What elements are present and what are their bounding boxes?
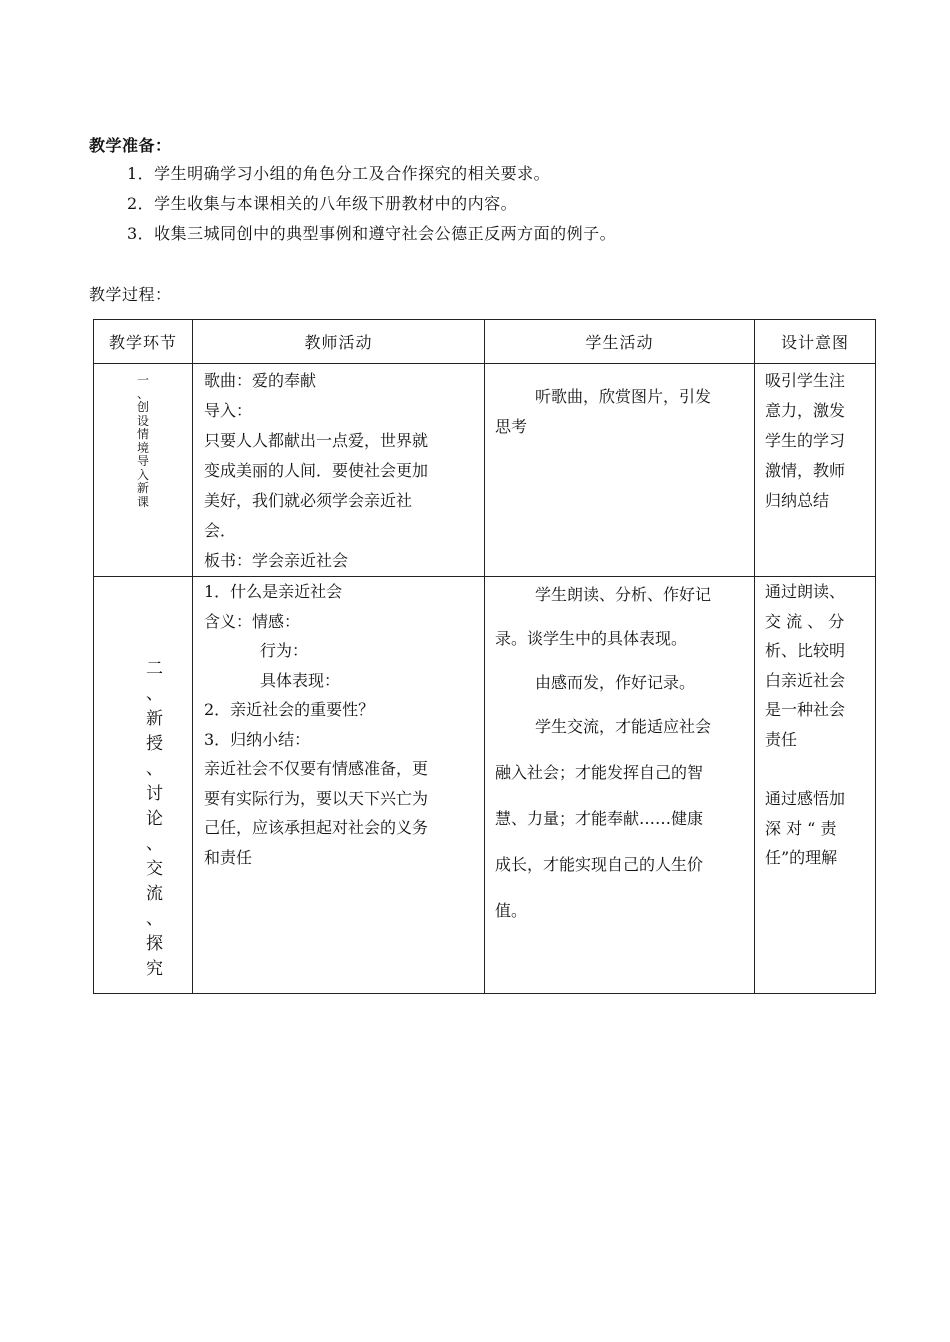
stage-char: 新 — [136, 481, 149, 495]
teacher-line: 会． — [204, 521, 237, 540]
header-stage: 教学环节 — [94, 320, 193, 364]
process-title: 教学过程： — [89, 285, 172, 304]
stage-char: 、 — [146, 684, 163, 704]
design-line: 交 流 、 分 — [765, 611, 845, 631]
design-line: 任”的理解 — [765, 848, 838, 867]
stage-char: 流 — [146, 884, 163, 904]
design-line: 吸引学生注 — [765, 371, 846, 390]
student-cell — [485, 577, 755, 994]
stage-char: 课 — [136, 494, 149, 509]
teacher-cell — [193, 577, 485, 994]
teacher-line: 和责任 — [204, 847, 253, 867]
teacher-line: 己任，应该承担起对社会的义务 — [204, 818, 429, 837]
design-line: 析、比较明 — [765, 641, 846, 660]
header-design: 设计意图 — [755, 320, 876, 364]
teacher-cell — [193, 364, 485, 577]
design-cell — [755, 577, 876, 994]
preparation-title: 教学准备： — [89, 136, 172, 155]
teacher-line: 含义：情感： — [204, 611, 301, 631]
design-line: 通过感悟加 — [765, 789, 846, 808]
student-line: 学生交流，才能适应社会 — [535, 717, 712, 736]
student-line: 成长，才能实现自己的人生价 — [495, 855, 704, 874]
header-student: 学生活动 — [485, 320, 755, 364]
student-line: 融入社会；才能发挥自己的智 — [495, 763, 704, 782]
teacher-line: 只要人人都献出一点爱，世界就 — [204, 431, 429, 450]
stage-char: 、 — [146, 909, 163, 929]
stage-char: 交 — [146, 859, 163, 879]
student-line: 值。 — [495, 901, 528, 920]
stage-char: 二 — [146, 659, 163, 679]
teacher-line: 歌曲：爱的奉献 — [204, 371, 317, 390]
preparation-item: 1．学生明确学习小组的角色分工及合作探究的相关要求。 — [127, 164, 551, 183]
student-line: 由感而发，作好记录。 — [535, 673, 696, 692]
stage-char: 境 — [136, 440, 149, 455]
table-row — [94, 364, 876, 577]
stage-vertical-text — [94, 374, 192, 509]
stage-char: 讨 — [146, 784, 163, 804]
teacher-line: 亲近社会不仅要有情感准备，更 — [204, 759, 429, 778]
preparation-item: 2．学生收集与本课相关的八年级下册教材中的内容。 — [127, 194, 518, 213]
design-cell — [755, 364, 876, 577]
design-line: 激情，教师 — [765, 461, 846, 480]
design-line: 白亲近社会 — [765, 670, 846, 690]
stage-char: 创 — [136, 400, 149, 414]
stage-char: 入 — [136, 467, 149, 482]
teacher-line: 板书：学会亲近社会 — [204, 551, 349, 570]
table-header-row — [94, 320, 876, 364]
stage-char: 一 — [136, 373, 149, 387]
stage-cell — [94, 364, 193, 577]
teacher-line: 1．什么是亲近社会 — [204, 582, 343, 601]
teacher-line: 变成美丽的人间．要使社会更加 — [204, 461, 429, 480]
preparation-list — [127, 160, 616, 250]
stage-char: 、 — [136, 386, 149, 401]
student-line: 录。谈学生中的具体表现。 — [495, 629, 688, 648]
teacher-line: 美好，我们就必须学会亲近社 — [204, 491, 413, 510]
header-teacher: 教师活动 — [193, 320, 485, 364]
lesson-table — [93, 319, 876, 994]
stage-char: 探 — [146, 934, 163, 954]
teacher-line: 要有实际行为，要以天下兴亡为 — [204, 788, 429, 808]
spacer — [765, 754, 869, 784]
teacher-line: 3．归纳小结： — [204, 729, 311, 749]
stage-char: 设 — [136, 413, 149, 428]
teacher-line: 导入： — [204, 401, 253, 420]
stage-char: 新 — [146, 709, 163, 729]
design-line: 通过朗读、 — [765, 582, 846, 601]
stage-cell — [94, 577, 193, 994]
stage-char: 情 — [136, 427, 149, 441]
stage-char: 、 — [146, 759, 163, 779]
student-line: 慧、力量；才能奉献……健康 — [495, 809, 704, 828]
design-line: 责任 — [765, 729, 798, 749]
stage-char: 导 — [136, 454, 149, 468]
stage-char: 论 — [146, 809, 163, 829]
preparation-item: 3．收集三城同创中的典型事例和遵守社会公德正反两方面的例子。 — [127, 224, 617, 243]
design-line: 学生的学习 — [765, 431, 846, 450]
design-line: 意力，激发 — [765, 401, 846, 420]
design-line: 深 对 “ 责 — [765, 818, 837, 838]
stage-char: 究 — [146, 959, 163, 979]
stage-vertical-text — [146, 657, 192, 982]
teacher-line: 行为： — [260, 641, 309, 660]
design-line: 是一种社会 — [765, 700, 846, 719]
teacher-line: 2．亲近社会的重要性？ — [204, 700, 375, 719]
student-line: 学生朗读、分析、作好记 — [535, 585, 712, 604]
student-cell — [485, 364, 755, 577]
design-line: 归纳总结 — [765, 491, 830, 510]
stage-char: 、 — [146, 834, 163, 854]
student-line: 思考 — [495, 417, 528, 436]
stage-char: 授 — [146, 734, 163, 754]
table-row — [94, 577, 876, 994]
teacher-line: 具体表现： — [260, 670, 341, 690]
student-line: 听歌曲，欣赏图片，引发 — [535, 387, 712, 406]
